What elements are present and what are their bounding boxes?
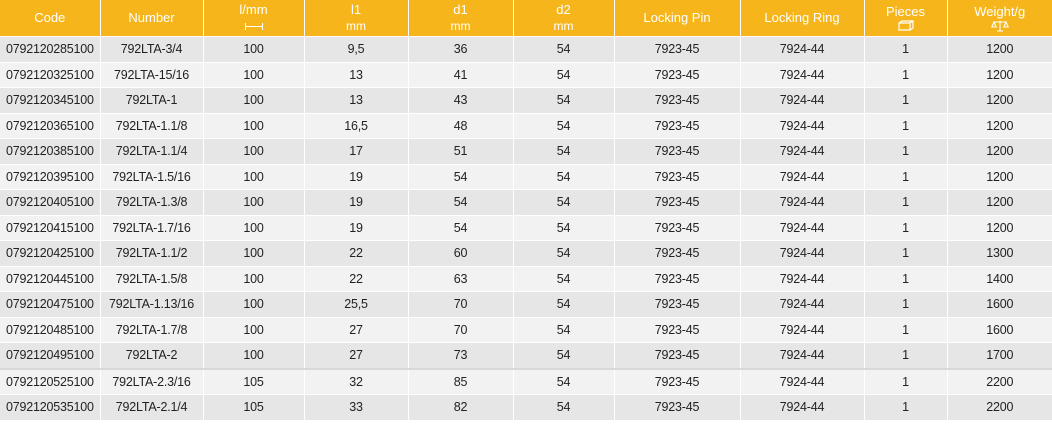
cell-l: 105 <box>203 369 304 395</box>
cell-locking-pin: 7923-45 <box>614 395 740 420</box>
cell-d2: 54 <box>513 266 614 292</box>
cell-d2: 54 <box>513 369 614 395</box>
cell-pieces: 1 <box>864 139 947 165</box>
header-number: Number <box>100 0 203 37</box>
cell-code: 0792120535100 <box>0 395 100 420</box>
cell-code: 0792120395100 <box>0 164 100 190</box>
cell-locking-pin: 7923-45 <box>614 241 740 267</box>
cell-pieces: 1 <box>864 395 947 420</box>
cell-locking-ring: 7924-44 <box>740 139 864 165</box>
cell-weight: 1200 <box>947 164 1052 190</box>
header-l <box>203 0 304 37</box>
table-row <box>0 164 1052 190</box>
cell-locking-ring: 7924-44 <box>740 343 864 369</box>
cell-d2: 54 <box>513 241 614 267</box>
table-row <box>0 88 1052 114</box>
cell-weight: 1200 <box>947 190 1052 216</box>
cell-d1: 73 <box>408 343 513 369</box>
cell-d1: 60 <box>408 241 513 267</box>
cell-locking-pin: 7923-45 <box>614 215 740 241</box>
header-code: Code <box>0 0 100 37</box>
header-weight <box>947 0 1052 37</box>
cell-l1: 19 <box>304 190 408 216</box>
cell-d2: 54 <box>513 88 614 114</box>
cell-l: 100 <box>203 88 304 114</box>
cell-d1: 82 <box>408 395 513 420</box>
cell-d1: 48 <box>408 113 513 139</box>
cell-locking-pin: 7923-45 <box>614 88 740 114</box>
header-pieces <box>864 0 947 37</box>
cell-d1: 63 <box>408 266 513 292</box>
cell-code: 0792120425100 <box>0 241 100 267</box>
cell-number: 792LTA-3/4 <box>100 37 203 63</box>
cell-code: 0792120405100 <box>0 190 100 216</box>
cell-d2: 54 <box>513 343 614 369</box>
cell-l1: 32 <box>304 369 408 395</box>
cell-l1: 19 <box>304 164 408 190</box>
cell-pieces: 1 <box>864 369 947 395</box>
cell-d2: 54 <box>513 164 614 190</box>
table-row <box>0 317 1052 343</box>
header-l1 <box>304 0 408 37</box>
cell-d1: 85 <box>408 369 513 395</box>
cell-pieces: 1 <box>864 164 947 190</box>
header-d2-label: d2 <box>556 2 571 17</box>
cell-l: 100 <box>203 215 304 241</box>
cell-code: 0792120325100 <box>0 62 100 88</box>
cell-l1: 25,5 <box>304 292 408 318</box>
cell-code: 0792120485100 <box>0 317 100 343</box>
cell-locking-pin: 7923-45 <box>614 369 740 395</box>
cell-number: 792LTA-15/16 <box>100 62 203 88</box>
cell-l1: 22 <box>304 266 408 292</box>
cell-weight: 1200 <box>947 139 1052 165</box>
cell-l1: 13 <box>304 88 408 114</box>
cell-locking-ring: 7924-44 <box>740 266 864 292</box>
cell-d2: 54 <box>513 113 614 139</box>
table-row <box>0 62 1052 88</box>
cell-number: 792LTA-1.7/8 <box>100 317 203 343</box>
table-body <box>0 37 1052 420</box>
table-row <box>0 343 1052 369</box>
cell-locking-ring: 7924-44 <box>740 62 864 88</box>
cell-locking-pin: 7923-45 <box>614 113 740 139</box>
cell-number: 792LTA-1.5/16 <box>100 164 203 190</box>
cell-d1: 70 <box>408 317 513 343</box>
header-d2 <box>513 0 614 37</box>
cell-weight: 1600 <box>947 317 1052 343</box>
header-d1 <box>408 0 513 37</box>
cell-pieces: 1 <box>864 317 947 343</box>
cell-locking-pin: 7923-45 <box>614 62 740 88</box>
cell-d2: 54 <box>513 37 614 63</box>
cell-number: 792LTA-1.13/16 <box>100 292 203 318</box>
cell-l: 100 <box>203 62 304 88</box>
cell-locking-pin: 7923-45 <box>614 190 740 216</box>
table-row <box>0 215 1052 241</box>
cell-code: 0792120365100 <box>0 113 100 139</box>
table-row <box>0 241 1052 267</box>
cell-d1: 54 <box>408 215 513 241</box>
table-row <box>0 395 1052 420</box>
header-pieces-label: Pieces <box>885 4 926 19</box>
cell-number: 792LTA-2 <box>100 343 203 369</box>
cell-l: 100 <box>203 139 304 165</box>
cell-pieces: 1 <box>864 343 947 369</box>
cell-locking-pin: 7923-45 <box>614 343 740 369</box>
cell-d2: 54 <box>513 139 614 165</box>
header-locking-ring: Locking Ring <box>740 0 864 37</box>
cell-number: 792LTA-2.1/4 <box>100 395 203 420</box>
cell-number: 792LTA-1.1/4 <box>100 139 203 165</box>
cell-locking-pin: 7923-45 <box>614 37 740 63</box>
cell-number: 792LTA-1.1/8 <box>100 113 203 139</box>
cell-locking-pin: 7923-45 <box>614 317 740 343</box>
cell-code: 0792120345100 <box>0 88 100 114</box>
cell-d1: 51 <box>408 139 513 165</box>
cell-locking-ring: 7924-44 <box>740 369 864 395</box>
cell-locking-ring: 7924-44 <box>740 88 864 114</box>
cell-weight: 2200 <box>947 369 1052 395</box>
cell-d2: 54 <box>513 292 614 318</box>
cell-locking-pin: 7923-45 <box>614 292 740 318</box>
cell-locking-ring: 7924-44 <box>740 395 864 420</box>
header-l-label: l/mm <box>239 2 268 17</box>
cell-l1: 27 <box>304 343 408 369</box>
cell-weight: 1700 <box>947 343 1052 369</box>
cell-d2: 54 <box>513 317 614 343</box>
cell-l: 100 <box>203 241 304 267</box>
cell-code: 0792120445100 <box>0 266 100 292</box>
cell-locking-ring: 7924-44 <box>740 164 864 190</box>
cell-d1: 70 <box>408 292 513 318</box>
cell-d1: 43 <box>408 88 513 114</box>
cell-l1: 16,5 <box>304 113 408 139</box>
cell-pieces: 1 <box>864 266 947 292</box>
cell-d1: 36 <box>408 37 513 63</box>
cell-pieces: 1 <box>864 215 947 241</box>
cell-code: 0792120495100 <box>0 343 100 369</box>
cell-d1: 54 <box>408 164 513 190</box>
cell-weight: 1200 <box>947 62 1052 88</box>
cell-code: 0792120525100 <box>0 369 100 395</box>
cell-number: 792LTA-1.1/2 <box>100 241 203 267</box>
cell-locking-pin: 7923-45 <box>614 139 740 165</box>
cell-pieces: 1 <box>864 88 947 114</box>
header-weight-label: Weight/g <box>974 3 1026 19</box>
table-row <box>0 266 1052 292</box>
cell-code: 0792120385100 <box>0 139 100 165</box>
table-row <box>0 113 1052 139</box>
cell-weight: 1200 <box>947 113 1052 139</box>
cell-pieces: 1 <box>864 292 947 318</box>
cell-weight: 1600 <box>947 292 1052 318</box>
cell-weight: 1200 <box>947 215 1052 241</box>
cell-d2: 54 <box>513 190 614 216</box>
header-d1-label: d1 <box>453 2 468 17</box>
cell-l: 100 <box>203 343 304 369</box>
cell-l: 100 <box>203 190 304 216</box>
cell-d2: 54 <box>513 62 614 88</box>
cell-locking-pin: 7923-45 <box>614 164 740 190</box>
cell-d1: 41 <box>408 62 513 88</box>
cell-l: 100 <box>203 164 304 190</box>
cell-number: 792LTA-1.5/8 <box>100 266 203 292</box>
cell-code: 0792120415100 <box>0 215 100 241</box>
cell-l: 100 <box>203 113 304 139</box>
cell-weight: 1400 <box>947 266 1052 292</box>
cell-l1: 9,5 <box>304 37 408 63</box>
cell-locking-ring: 7924-44 <box>740 37 864 63</box>
cell-d2: 54 <box>513 215 614 241</box>
cell-pieces: 1 <box>864 190 947 216</box>
cell-locking-ring: 7924-44 <box>740 113 864 139</box>
cell-l1: 13 <box>304 62 408 88</box>
cell-number: 792LTA-2.3/16 <box>100 369 203 395</box>
table-header <box>0 0 1052 37</box>
cell-locking-ring: 7924-44 <box>740 215 864 241</box>
cell-l1: 17 <box>304 139 408 165</box>
cell-l: 100 <box>203 317 304 343</box>
cell-number: 792LTA-1 <box>100 88 203 114</box>
cell-weight: 1200 <box>947 88 1052 114</box>
cell-pieces: 1 <box>864 241 947 267</box>
cell-l: 100 <box>203 292 304 318</box>
cell-locking-pin: 7923-45 <box>614 266 740 292</box>
header-locking-pin: Locking Pin <box>614 0 740 37</box>
header-d2-unit: mm <box>553 19 574 33</box>
cell-number: 792LTA-1.3/8 <box>100 190 203 216</box>
cell-pieces: 1 <box>864 113 947 139</box>
cell-locking-ring: 7924-44 <box>740 190 864 216</box>
table-row <box>0 37 1052 63</box>
cell-l1: 22 <box>304 241 408 267</box>
cell-l1: 19 <box>304 215 408 241</box>
box-icon <box>898 20 914 31</box>
cell-code: 0792120285100 <box>0 37 100 63</box>
header-l1-unit: mm <box>346 19 366 33</box>
cell-locking-ring: 7924-44 <box>740 292 864 318</box>
cell-l: 100 <box>203 266 304 292</box>
header-l1-label: l1 <box>350 2 362 17</box>
cell-l1: 27 <box>304 317 408 343</box>
table-row <box>0 139 1052 165</box>
cell-weight: 1300 <box>947 241 1052 267</box>
cell-pieces: 1 <box>864 37 947 63</box>
cell-l: 100 <box>203 37 304 63</box>
header-row <box>0 0 1052 37</box>
cell-d1: 54 <box>408 190 513 216</box>
table-row <box>0 190 1052 216</box>
cell-l1: 33 <box>304 395 408 420</box>
cell-number: 792LTA-1.7/16 <box>100 215 203 241</box>
cell-l: 105 <box>203 395 304 420</box>
cell-code: 0792120475100 <box>0 292 100 318</box>
cell-pieces: 1 <box>864 62 947 88</box>
cell-weight: 2200 <box>947 395 1052 420</box>
cell-d2: 54 <box>513 395 614 420</box>
cell-locking-ring: 7924-44 <box>740 317 864 343</box>
header-d1-unit: mm <box>450 19 471 33</box>
table-row <box>0 369 1052 395</box>
scale-icon <box>991 20 1009 32</box>
cell-weight: 1200 <box>947 37 1052 63</box>
table-row <box>0 292 1052 318</box>
cell-locking-ring: 7924-44 <box>740 241 864 267</box>
length-dimension-icon <box>245 23 263 30</box>
